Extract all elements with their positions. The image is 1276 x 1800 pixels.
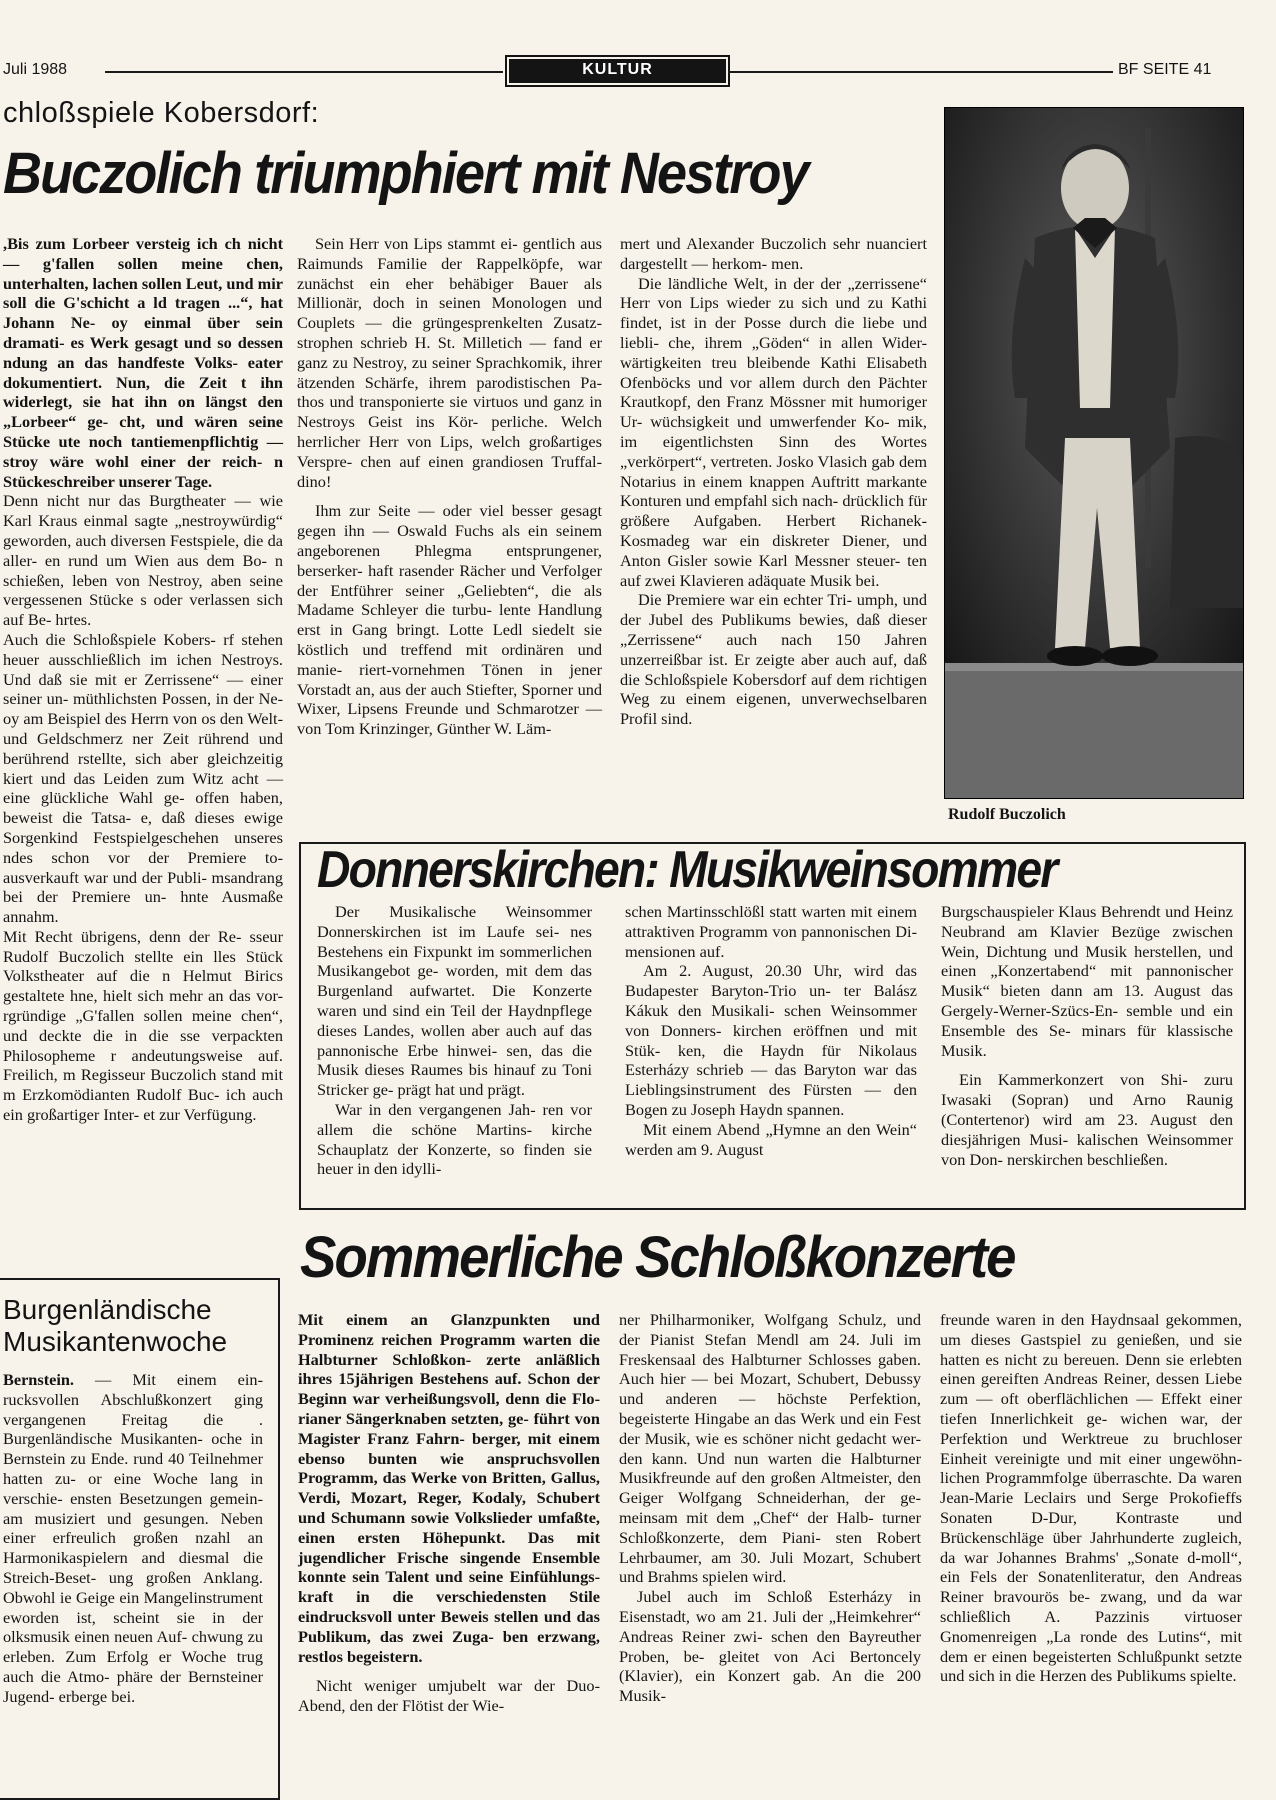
paragraph: Der Musikalische Weinsommer Donnerskirchen ist im Laufe sei- nes Bestehens ein Fixpunkt im sommerlichen Musikangebot ge- worden, mit dem das Burgenland aufwartet. Die Konzerte waren und sind ein Teil der Haydnpflege dieses Landes, wollen aber auch auf das pannonische Erbe hinwei- sen, das die Musik dieses Raumes bis hinauf zu Toni Stricker ge- prägt hat und prägt.: [317, 902, 592, 1100]
article-column-3: [940, 1310, 1242, 1686]
actor-photo-illustration: [945, 108, 1243, 798]
paragraph: ner Philharmoniker, Wolfgang Schulz, und der Pianist Stefan Mendl am 24. Juli im Freskensaal des Halbturner Schlosses gaben. Auch hier — bei Mozart, Schubert, Debussy und anderen — höchste Perfektion, begeisterte Hingabe an das Werk und ein Fest der Musik, wie es schöner nicht gedacht wer- den kann. Und nun warten die Halbturner Musikfreunde auf den großen Altmeister, den Geiger Wolfgang Schneiderhan, der ge- meinsam mit dem „Chef“ der Halb- turner Schloßkonzerte, dem Piani- sten Robert Lehrbaumer, am 30. Juli Mozart, Schubert und Brahms spielen wird.: [619, 1310, 921, 1587]
paragraph: Auch die Schloßspiele Kobers- rf stehen heuer ausschließlich im ichen Nestroys. Und daß sie mit er Zerrissene“ — einer seiner un- müthlichsten Possen, in der Ne- oy am Beispiel des Herrn von os den Welt- und Geldschmerz ner Zeit rührend und berührend rstellte, sich aber gleichzeitig kiert und das Leiden zum Witz acht — eine glückliche Wahl ge- offen haben, beweist die Tatsa- e, daß dieses ewige Sorgenkind Festspielgeschehen unseres ndes schon vor der Premiere to- ausverkauft war und der Publi- msandrang bei der Premiere un- hnte Ausmaße annahm.: [3, 629, 283, 927]
paragraph: freunde waren in den Haydnsaal gekommen, um dieses Gastspiel zu genießen, und sie hatten es nicht zu bereuen. Denn sie erlebten einen gereiften Andreas Reiner, dessen Liebe zum — oft oberflächlichen — Effekt einer tiefen Innerlichkeit ge- wichen war, der Perfektion und Werktreue zu bruchloser Einheit vereinigte und mit einer ungewöhn- lichen Programmfolge überraschte. Da waren Jean-Marie Leclairs und Serge Prokofieffs Sonaten D-Dur, Kontraste und Brückenschläge über Jahrhunderte zugleich, da war Johannes Brahms' „Sonate d-moll“, ein Fels der Sonatenliteratur, den Andreas Reiner bravourös be- zwang, und da war schließlich A. Pazzinis virtuoser Gnomenreigen „La ronde des Lutins“, mit dem er einen begeisterten Schlußpunkt setzte und sich in die Herzen des Publikums spielte.: [940, 1310, 1242, 1686]
paragraph: Mit einem Abend „Hymne an den Wein“ werden am 9. August: [625, 1119, 917, 1159]
paragraph: Die Premiere war ein echter Tri- umph, und der Jubel des Publikums bewies, daß dieser „Zerrissene“ auch nach 150 Jahren unzerreißbar ist. Er zeigte aber auch auf, daß die Schloßspiele Kobersdorf auf dem richtigen Weg zu einem eigenen, unverwechselbaren Profil sind.: [620, 590, 927, 729]
photo-caption: Rudolf Buczolich: [948, 806, 1066, 823]
article-kicker: chloßspiele Kobersdorf:: [3, 97, 320, 129]
article-column-1: [317, 902, 592, 1179]
header-rule-right: [728, 71, 1113, 73]
paragraph: War in den vergangenen Jah- ren vor allem die schöne Martins- kirche Schauplatz der Konzerte, so finden sie heuer in den idylli-: [317, 1099, 592, 1179]
paragraph: Mit Recht übrigens, denn der Re- sseur Rudolf Buczolich stellte ein lles Stück Volkstheater auf die n Helmut Birics gestaltete hne, hielt sich mehr an das vor- rgründige „G'fallen sollen meine chen“, und deckte die in die sse verpackten Philosopheme r andeutungsweise auf. Freilich, m Regisseur Buczolich stand mit m Erzkomödianten Rudolf Buc- ich auch ein großartiger Inter- et zur Verfügung.: [3, 926, 283, 1125]
article-column-2: [297, 234, 602, 739]
paragraph: Jubel auch im Schloß Esterházy in Eisenstadt, wo am 21. Juli der „Heimkehrer“ Andreas Reiner zwi- schen den Bayreuther Proben, be- gleitet von Aci Bertoncely (Klavier), ein Konzert gab. An die 200 Musik-: [619, 1587, 921, 1706]
page-number: BF SEITE 41: [1118, 61, 1212, 78]
paragraph: mert und Alexander Buczolich sehr nuanciert dargestellt — herkom- men.: [620, 234, 927, 273]
article-column-1: [3, 234, 283, 1125]
article-lead: ,Bis zum Lorbeer versteig ich ch nicht — g'fallen sollen meine chen, unterhalten, lachen sollen Leut, und mir soll die G'schicht a ld tragen ...“, hat Johann Ne- oy einmal über sein dramati- es Werk gesagt und so dessen ndung an das handfeste Volks- eater dokumentiert. Nun, die Zeit t ihn widerlegt, sie hat ihn on längst den „Lorbeer“ ge- cht, und wären seine Stücke ute noch tantiemenpflichtig — stroy wäre wohl einer der reich- n Stückeschreiber unserer Tage.: [3, 234, 283, 491]
paragraph: schen Martinsschlößl statt warten mit einem attraktiven Programm von pannonischen Di- mensionen auf.: [625, 902, 917, 961]
article-column-2: [625, 902, 917, 1159]
paragraph: Die ländliche Welt, in der der „zerrissene“ Herr von Lips wieder zu sich und zu Kathi findet, ist in der Posse durch die liebe und liebli- che, ihrem „Göden“ in allen Wider- wärtigkeiten treu bleibende Kathi Elisabeth Ofenböcks und vor allem durch den Pächter Krautkopf, den Franz Mössner mit humoriger Ur- wüchsigkeit und umwerfender Ko- mik, im eigentlichsten Sinn des Wortes „verkörpert“, vertreten. Josko Vlasich gab dem Notarius in einem knappen Auftritt markante Konturen und empfahl sich nach- drücklich für größere Aufgaben. Herbert Richanek-Kosmadeg war ein diskreter Diener, und Anton Gisler sowie Karl Messner steuer- ten auf zwei Klavieren adäquate Musik bei.: [620, 273, 927, 590]
header-rule-left: [105, 71, 503, 73]
paragraph: Ein Kammerkonzert von Shi- zuru Iwasaki (Sopran) und Arno Raunig (Contertenor) wird am 23. August den diesjährigen Musi- kalischen Weinsommer von Don- nerskirchen beschließen.: [941, 1070, 1233, 1169]
article-headline: Buczolich triumphiert mit Nestroy: [3, 141, 808, 206]
paragraph: Nicht weniger umjubelt war der Duo-Abend, den der Flötist der Wie-: [298, 1676, 600, 1716]
article-column-3: [620, 234, 927, 729]
article-headline: Burgenländische Musikantenwoche: [3, 1294, 228, 1357]
actor-photo: [944, 107, 1244, 799]
article-lead: Mit einem an Glanzpunkten und Prominenz reichen Programm warten die Halbturner Schloßkon- zerte anläßlich ihres 15jährigen Bestehens auf. Schon der Beginn war verheißungsvoll, denn die Flo- rianer Sängerknaben setzten, ge- führt von Magister Franz Fahrn- berger, mit einem ebenso bunten wie anspruchsvollen Programm, das Werke von Britten, Gallus, Verdi, Mozart, Reger, Kodaly, Schubert und Schumann sowie Volkslieder umfaßte, einen ersten Höhepunkt. Das mit jugendlicher Frische singende Ensemble konnte sein Talent und seine Einfühlungs- kraft in die verschiedensten Stile eindrucksvoll unter Beweis stellen und das Publikum, das zwei Zuga- ben erzwang, restlos begeistern.: [298, 1310, 600, 1666]
musikantenwoche-box: [0, 1278, 280, 1800]
paragraph: Am 2. August, 20.30 Uhr, wird das Budapester Baryton-Trio un- ter Balász Kákuk den Musikali- schen Weinsommer von Donners- kirchen eröffnen und mit Stük- ken, die Haydn für Nikolaus Esterházy schrieb — das Baryton war das Lieblingsinstrument des Fürsten — den Bogen zu Joseph Haydn spannen.: [625, 961, 917, 1119]
donnerskirchen-box: [299, 842, 1246, 1210]
paragraph: Burgschauspieler Klaus Behrendt und Heinz Neubrand am Klavier Bezüge zwischen Wein, Dichtung und Musik herstellen, und einen „Konzertabend“ mit pannonischer Musik“ bieten dann am 13. August das Gergely-Werner-Szücs-En- semble und ein Ensemble des Se- minars für klassische Musik.: [941, 902, 1233, 1060]
article-column-2: [619, 1310, 921, 1706]
article-headline: Donnerskirchen: Musikweinsommer: [317, 841, 1057, 899]
article-body: [3, 1370, 263, 1707]
paragraph: Ihm zur Seite — oder viel besser gesagt gegen ihn — Oswald Fuchs als ein seinem angeborenen Phlegma entsprungener, berserker- haft rasender Rächer und Verfolger der Entführer seiner „Geliebten“, die als Madame Schleyer die turbu- lente Handlung erst in Gang bringt. Lotte Ledl siedelt sie köstlich und treffend mit ordinären und manie- riert-vornehmen Tönen in jener Vorstadt an, aus der auch Stiefter, Sporner und Wixer, Lipsens Freunde und Schmarotzer — von Tom Krinzinger, Günther W. Läm-: [297, 501, 602, 739]
paragraph: Sein Herr von Lips stammt ei- gentlich aus Raimunds Familie der Rappelköpfe, war zunächst ein eher behäbiger Bauer als Millionär, doch in seinen Monologen und Couplets — die grüngesprenkelten Zusatz- strophen schrieb H. St. Milletich — fand er ganz zu Nestroy, zu seiner Sprachkomik, ihrer ätzenden Schärfe, ihrem parodistischen Pa- thos und transponierte sie virtuos und ganz in Nestroys Geist ins Kör- perliche. Welch herrlicher Herr von Lips, welch großartiges Verspre- chen auf einen grandiosen Truffal- dino!: [297, 234, 602, 491]
article-column-1: [298, 1310, 600, 1716]
issue-date: Juli 1988: [3, 61, 68, 78]
article-column-3: [941, 902, 1233, 1169]
article-headline: Sommerliche Schloßkonzerte: [300, 1225, 1015, 1290]
paragraph: Denn nicht nur das Burgtheater — wie Karl Kraus einmal sagte „nestroywürdig“ geworden, auch diversen Festspiele, die da aller- en rund um Wien aus dem Bo- n schießen, leben von Nestroy, aben seine vergessenen Stücke s oder verlassen sich auf Be- hrtes.: [3, 491, 283, 630]
section-label: KULTUR: [505, 55, 730, 87]
paragraph: — Mit einem ein- rucksvollen Abschlußkonzert ging vergangenen Freitag die . Burgenländische Musikanten- oche in Bernstein zu Ende. rund 40 Teilnehmer hatten zu- or eine Woche lang in verschie- ensten Besetzungen gemein- am musiziert und gesungen. Neben einer erfreulich großen nzahl an Harmonikaspielern and diesmal die Streich-Beset- ung großen Anklang. Obwohl ie Geige ein Mangelinstrument eworden ist, scheint sie in der olksmusik einen neuen Auf- chwung zu erleben. Zum Erfolg er Woche trug auch die Atmo- phäre der Bernsteiner Jugend- erberge bei.: [3, 1370, 263, 1706]
dateline: Bernstein.: [3, 1370, 74, 1389]
